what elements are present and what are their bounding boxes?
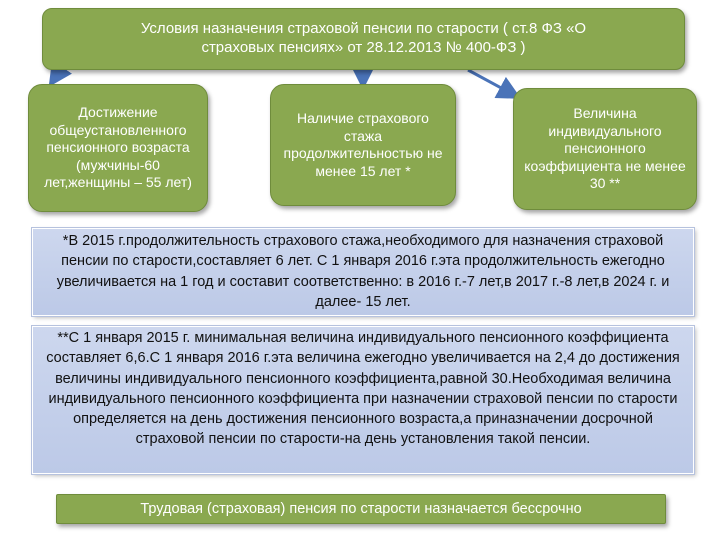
- condition-insurance-period-text: Наличие страхового стажа продолжительностью не менее 15 лет *: [283, 110, 443, 179]
- condition-age-text: Достижение общеустановленного пенсионного возраста (мужчины-60 лет,женщины – 55 лет): [44, 104, 192, 191]
- footnote-pension-coefficient-text: **С 1 января 2015 г. минимальная величина индивидуального пенсионного коэффициента составляет 6,6.С 1 января 2016 г.эта величина ежегодно увеличивается на 2,4 до достижения величины индивидуального пенсионного коэффициента,равной 30.Необходимая величина индивидуального пенсионного коэффициента при назначении страховой пенсии по старости определяется на день достижения пенсионного возраста,а приназначении досрочной страховой пенсии по старости-на день установления такой пенсии.: [46, 330, 680, 448]
- header-title: Условия назначения страховой пенсии по старости ( ст.8 ФЗ «О страховых пенсиях» от 28.12.2013 № 400-ФЗ ): [140, 20, 587, 56]
- condition-insurance-period-box: [270, 84, 456, 206]
- header-box: [42, 8, 685, 70]
- footnote-pension-coefficient: [32, 326, 694, 474]
- arrow-to-condition-3: [468, 70, 516, 96]
- footer-text: Трудовая (страховая) пенсия по старости назначается бессрочно: [140, 500, 582, 517]
- footer-box: [56, 494, 666, 524]
- footnote-insurance-period-text: *В 2015 г.продолжительность страхового стажа,необходимого для назначения страховой пенсии по старости,составляет 6 лет. С 1 января 2016 г.эта продолжительность ежегодно увеличивается на 1 год и составит соответственно: в 2016 г.-7 лет,в 2017 г.-8 лет,в 2024 г. и далее- 15 лет.: [56, 233, 670, 310]
- condition-age-box: [28, 84, 208, 212]
- footnote-insurance-period: [32, 228, 694, 316]
- condition-pension-coefficient-box: [513, 88, 697, 210]
- arrow-to-condition-1: [52, 70, 60, 82]
- condition-pension-coefficient-text: Величина индивидуального пенсионного коэффициента не менее 30 **: [524, 105, 686, 192]
